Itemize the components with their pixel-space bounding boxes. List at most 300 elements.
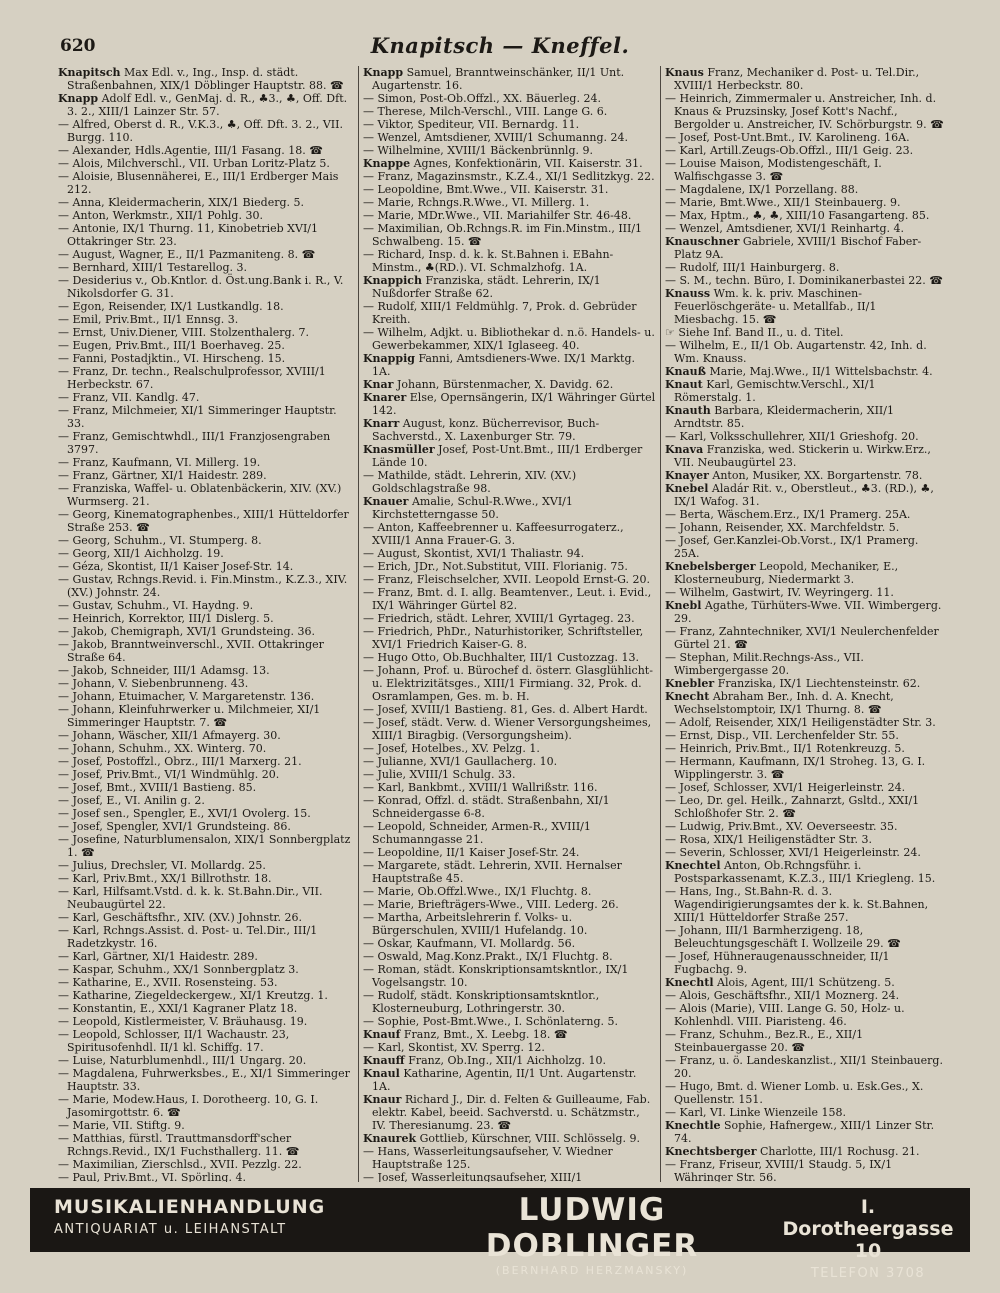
directory-entry — [363, 196, 656, 209]
entry-text: — Franz, Milchmeier, XI/1 Simmeringer Hauptstr. 33. — [58, 404, 337, 430]
entry-text: — Wenzel, Amtsdiener, XVIII/1 Schumanng. 24. — [363, 131, 629, 144]
entry-text: Katharine, Agentin, II/1 Unt. Augartenstr. 1A. — [372, 1067, 637, 1093]
directory-entry — [58, 807, 354, 820]
entry-text: Richard J., Dir. d. Felten & Guilleaume, Fab. elektr. Kabel, beeid. Sachverstd. u. Schätzmstr., IV. Theresianumg. 23. ☎ — [372, 1093, 651, 1132]
entry-text: — Johann, Kleinfuhrwerker u. Milchmeier, XI/1 Simmeringer Hauptstr. 7. ☎ — [58, 703, 321, 729]
directory-entry — [363, 157, 656, 170]
directory-entry — [58, 833, 354, 859]
directory-entry — [58, 950, 354, 963]
directory-entry — [58, 820, 354, 833]
entry-surname: Knappich — [363, 274, 422, 287]
column-3 — [660, 66, 944, 1182]
directory-entry — [363, 183, 656, 196]
directory-entry — [363, 1067, 656, 1093]
entry-text: Amalie, Schul-R.Wwe., XVI/1 Kirchstetterngasse 50. — [372, 495, 573, 521]
directory-entry — [665, 196, 944, 209]
ad-line1: MUSIKALIENHANDLUNG — [54, 1196, 326, 1218]
directory-entry — [58, 170, 354, 196]
directory-entry — [363, 612, 656, 625]
directory-entry — [665, 404, 944, 430]
directory-entry — [363, 547, 656, 560]
directory-entry — [58, 924, 354, 950]
entry-text: — Franz, Gemischtwhdl., III/1 Franzjosengraben 3797. — [58, 430, 331, 456]
entry-text: — Rosa, XIX/1 Heiligenstädter Str. 3. — [665, 833, 872, 846]
entry-text: — Josef, Hotelbes., XV. Pelzg. 1. — [363, 742, 540, 755]
directory-entry — [363, 131, 656, 144]
entry-text: — Josef, Priv.Bmt., VI/1 Windmühlg. 20. — [58, 768, 280, 781]
entry-text: — Maximilian, Zierschlsd., XVII. Pezzlg. 22. — [58, 1158, 302, 1171]
directory-entry — [363, 1015, 656, 1028]
entry-text: Anton, Musiker, XX. Borgartenstr. 78. — [708, 469, 923, 482]
entry-text: — Friedrich, PhDr., Naturhistoriker, Schriftsteller, XVI/1 Friedrich Kaiser-G. 8. — [363, 625, 644, 651]
directory-entry — [58, 781, 354, 794]
directory-entry — [58, 573, 354, 599]
directory-entry — [363, 963, 656, 989]
entry-text: — Adolf, Reisender, XIX/1 Heiligenstädter Str. 3. — [665, 716, 936, 729]
entry-text: Gabriele, XVIII/1 Bischof Faber-Platz 9A. — [674, 235, 922, 261]
entry-text: — Franz, Friseur, XVIII/1 Staudg. 5, IX/1 Währinger Str. 56. — [665, 1158, 893, 1182]
entry-text: Anton, Ob.Rchngsführ. i. Postsparkassenamt, K.Z.3., III/1 Kriegleng. 15. — [674, 859, 936, 885]
entry-text: — Emil, Priv.Bmt., II/1 Ennsg. 3. — [58, 313, 239, 326]
entry-surname: Knaul — [363, 1067, 400, 1080]
entry-text: — Gustav, Schuhm., VI. Haydng. 9. — [58, 599, 254, 612]
directory-entry — [58, 885, 354, 911]
entry-text: — Johann, V. Siebenbrunneng. 43. — [58, 677, 249, 690]
entry-text: — Ludwig, Priv.Bmt., XV. Oeverseestr. 35. — [665, 820, 898, 833]
entry-surname: Knaus — [665, 66, 704, 79]
entry-text: — Josef, Schlosser, XVI/1 Heigerleinstr. 24. — [665, 781, 906, 794]
directory-entry — [363, 573, 656, 586]
entry-text: — Jakob, Schneider, III/1 Adamsg. 13. — [58, 664, 270, 677]
directory-entry — [58, 300, 354, 313]
entry-text: Agathe, Türhüters-Wwe. VII. Wimbergerg. 29. — [674, 599, 942, 625]
entry-text: — Rudolf, städt. Konskriptionsamtskntlor., Klosterneuburg, Lothringerstr. 30. — [363, 989, 600, 1015]
directory-entry — [58, 352, 354, 365]
directory-entry — [58, 963, 354, 976]
entry-text: — Martha, Arbeitslehrerin f. Volks- u. Bürgerschulen, XVIII/1 Hufelandg. 10. — [363, 911, 588, 937]
entry-text: — Margarete, städt. Lehrerin, XVII. Hernalser Hauptstraße 45. — [363, 859, 622, 885]
directory-entry — [363, 274, 656, 300]
entry-text: — Karl, Priv.Bmt., XX/1 Billrothstr. 18. — [58, 872, 272, 885]
directory-entry — [665, 833, 944, 846]
directory-entry — [665, 339, 944, 365]
directory-entry — [58, 144, 354, 157]
entry-text: — Franz, VII. Kandlg. 47. — [58, 391, 200, 404]
running-head: Knapitsch — Kneffel. — [370, 33, 630, 58]
directory-entry — [363, 469, 656, 495]
page-number: 620 — [60, 36, 96, 56]
directory-entry — [58, 742, 354, 755]
entry-surname: Knayer — [665, 469, 709, 482]
directory-entry — [665, 1106, 944, 1119]
directory-entry — [58, 1171, 354, 1182]
directory-entry — [665, 183, 944, 196]
directory-entry — [58, 547, 354, 560]
entry-text: — Antonie, IX/1 Thurng. 11, Kinobetrieb XVI/1 Ottakringer Str. 23. — [58, 222, 318, 248]
entry-text: Franziska, städt. Lehrerin, IX/1 Nußdorfer Straße 62. — [372, 274, 601, 300]
entry-text: — Franz, u. ö. Landeskanzlist., XII/1 Steinbauerg. 20. — [665, 1054, 943, 1080]
entry-text: — Severin, Schlosser, XVI/1 Heigerleinstr. 24. — [665, 846, 921, 859]
entry-text: — Leopold, Schlosser, II/1 Wachaustr. 23, Spiritusofenhdl. II/1 kl. Schiffg. 17. — [58, 1028, 290, 1054]
entry-text: — Karl, VI. Linke Wienzeile 158. — [665, 1106, 846, 1119]
directory-entry — [363, 950, 656, 963]
directory-entry — [665, 365, 944, 378]
entry-text: — Heinrich, Korrektor, III/1 Dislerg. 5. — [58, 612, 274, 625]
entry-text: — Josef, Post-Unt.Bmt., IV. Karolineng. 16A. — [665, 131, 910, 144]
directory-entry — [363, 495, 656, 521]
entry-text: — Karl, Rchngs.Assist. d. Post- u. Tel.Dir., III/1 Radetzkystr. 16. — [58, 924, 318, 950]
directory-entry — [665, 92, 944, 131]
entry-text: — Franz, Dr. techn., Realschulprofessor, XVIII/1 Herbeckstr. 67. — [58, 365, 326, 391]
entry-text: — Johann, Etuimacher, V. Margaretenstr. 136. — [58, 690, 315, 703]
entry-text: — Paul, Priv.Bmt., VI. Spörling. 4. — [58, 1171, 246, 1182]
entry-text: Wm. k. k. priv. Maschinen-Feuerlöschgeräte- u. Metallfab., II/1 Miesbachg. 15. ☎ — [674, 287, 877, 326]
entry-text: — Hugo, Bmt. d. Wiener Lomb. u. Esk.Ges., X. Quellenstr. 151. — [665, 1080, 924, 1106]
entry-text: August, konz. Bücherrevisor, Buch-Sachverstd., X. Laxenburger Str. 79. — [372, 417, 600, 443]
entry-surname: Knar — [363, 378, 394, 391]
entry-text: — Franz, Fleischselcher, XVII. Leopold Ernst-G. 20. — [363, 573, 651, 586]
entry-text: — Oswald, Mag.Konz.Prakt., IX/1 Fluchtg. 8. — [363, 950, 613, 963]
entry-surname: Knauer — [363, 495, 409, 508]
directory-entry — [58, 469, 354, 482]
directory-entry — [58, 664, 354, 677]
directory-entry — [58, 404, 354, 430]
entry-text: — Josef, Spengler, XVI/1 Grundsteing. 86. — [58, 820, 291, 833]
directory-entry — [363, 989, 656, 1015]
entry-text: — Erich, JDr., Not.Substitut, VIII. Florianig. 75. — [363, 560, 628, 573]
entry-text: Aladár Rit. v., Oberstleut., ♣3. (RD.), ♣, IX/1 Wafog. 31. — [674, 482, 934, 508]
directory-entry — [665, 625, 944, 651]
ad-right — [776, 1196, 960, 1281]
entry-text: — Josef, Hühneraugenausschneider, II/1 Fugbachg. 9. — [665, 950, 890, 976]
entry-text: — Gustav, Rchngs.Revid. i. Fin.Minstm., K.Z.3., XIV. (XV.) Johnstr. 24. — [58, 573, 348, 599]
entry-text: — Hans, Ing., St.Bahn-R. d. 3. Wagendirigierungsamtes der k. k. St.Bahnen, XIII/1 Hütteldorfer Straße 257. — [665, 885, 929, 924]
directory-entry — [58, 911, 354, 924]
entry-text: — Alois, Milchverschl., VII. Urban Loritz-Platz 5. — [58, 157, 330, 170]
directory-entry — [665, 1119, 944, 1145]
entry-text: — Alois (Marie), VIII. Lange G. 50, Holz- u. Kohlenhdl. VIII. Piaristeng. 46. — [665, 1002, 905, 1028]
directory-entry — [665, 1028, 944, 1054]
directory-entry — [58, 326, 354, 339]
directory-entry — [665, 131, 944, 144]
directory-entry — [58, 794, 354, 807]
directory-entry — [665, 950, 944, 976]
entry-text: — Friedrich, städt. Lehrer, XVIII/1 Gyrtageg. 23. — [363, 612, 635, 625]
entry-surname: Knasmüller — [363, 443, 435, 456]
directory-entry — [665, 222, 944, 235]
entry-text: — Franziska, Waffel- u. Oblatenbäckerin, XIV. (XV.) Wurmserg. 21. — [58, 482, 342, 508]
directory-entry — [665, 287, 944, 326]
directory-entry — [58, 690, 354, 703]
entry-text: — Franz, Zahntechniker, XVI/1 Neulerchenfelder Gürtel 21. ☎ — [665, 625, 939, 651]
entry-text: — Berta, Wäschem.Erz., IX/1 Pramerg. 25A. — [665, 508, 911, 521]
directory-entry — [363, 92, 656, 105]
directory-entry — [665, 781, 944, 794]
directory-entry — [58, 534, 354, 547]
entry-text: Charlotte, III/1 Rochusg. 21. — [756, 1145, 920, 1158]
entry-text: Leopold, Mechaniker, E., Klosterneuburg, Niedermarkt 3. — [674, 560, 899, 586]
directory-entry — [665, 261, 944, 274]
directory-entry — [363, 898, 656, 911]
entry-text: — Franz, Gärtner, XI/1 Haidestr. 289. — [58, 469, 267, 482]
directory-entry — [665, 924, 944, 950]
entry-text: — Julius, Drechsler, VI. Mollardg. 25. — [58, 859, 266, 872]
entry-text: — Therese, Milch-Verschl., VIII. Lange G. 6. — [363, 105, 608, 118]
entry-surname: Knauschner — [665, 235, 740, 248]
directory-entry — [363, 391, 656, 417]
directory-entry — [665, 144, 944, 157]
directory-entry — [363, 755, 656, 768]
directory-entry — [58, 1067, 354, 1093]
directory-entry — [665, 885, 944, 924]
entry-text: — Franz, Magazinsmstr., K.Z.4., XI/1 Sedlitzkyg. 22. — [363, 170, 655, 183]
ad-company-name: LUDWIG DOBLINGER — [485, 1192, 699, 1264]
directory-entry — [363, 1041, 656, 1054]
entry-surname: Knappig — [363, 352, 415, 365]
directory-entry — [363, 859, 656, 885]
directory-entry — [58, 222, 354, 248]
entry-text: — Heinrich, Priv.Bmt., II/1 Rotenkreuzg. 5. — [665, 742, 905, 755]
directory-entry — [58, 625, 354, 638]
entry-text: — Katharine, Ziegeldeckergew., XI/1 Kreutzg. 1. — [58, 989, 328, 1002]
entry-surname: Knebler — [665, 677, 715, 690]
directory-entry — [58, 755, 354, 768]
entry-surname: Knechtsberger — [665, 1145, 757, 1158]
advertisement-banner — [30, 1188, 970, 1281]
directory-entry — [58, 599, 354, 612]
entry-text: — Johann, Prof. u. Bürochef d. österr. Glasglühlicht- u. Elektrizitätsges., XIII/1 Firmiang. 32, Prok. d. Osramlampen, Ges. m. b. H. — [363, 664, 653, 703]
directory-entry — [665, 157, 944, 183]
directory-entry — [363, 625, 656, 651]
directory-entry — [665, 729, 944, 742]
entry-text: Adolf Edl. v., GenMaj. d. R., ♣3., ♣, Off. Dft. 3. 2., XIII/1 Lainzer Str. 57. — [67, 92, 348, 118]
entry-text: — Sophie, Post-Bmt.Wwe., I. Schönlaterng. 5. — [363, 1015, 619, 1028]
entry-text: — Stephan, Milit.Rechngs-Ass., VII. Wimbergergasse 20. — [665, 651, 864, 677]
directory-entry — [363, 417, 656, 443]
entry-text: — Magdalena, Fuhrwerksbes., E., XI/1 Simmeringer Hauptstr. 33. — [58, 1067, 350, 1093]
directory-entry — [58, 1093, 354, 1119]
directory-entry — [363, 1132, 656, 1145]
directory-entry — [58, 508, 354, 534]
entry-text: — Johann, Schuhm., XX. Winterg. 70. — [58, 742, 267, 755]
directory-entry — [58, 677, 354, 690]
entry-text: — Marie, Ob.Offzl.Wwe., IX/1 Fluchtg. 8. — [363, 885, 592, 898]
entry-text: — Louise Maison, Modistengeschäft, I. Walfischgasse 3. ☎ — [665, 157, 882, 183]
directory-entry — [665, 690, 944, 716]
entry-text: — Leo, Dr. gel. Heilk., Zahnarzt, Gsltd., XXI/1 Schloßhofer Str. 2. ☎ — [665, 794, 920, 820]
entry-text: — Kaspar, Schuhm., XX/1 Sonnbergplatz 3. — [58, 963, 299, 976]
entry-text: Franz, Ob.Ing., XII/1 Aichholzg. 10. — [404, 1054, 607, 1067]
directory-entry — [363, 716, 656, 742]
directory-entry — [58, 248, 354, 261]
entry-text: — Anton, Werkmstr., XII/1 Pohlg. 30. — [58, 209, 263, 222]
entry-text: — Wilhelm, E., II/1 Ob. Augartenstr. 42, Inh. d. Wm. Knauss. — [665, 339, 927, 365]
directory-entry — [363, 300, 656, 326]
directory-entry — [665, 989, 944, 1002]
entry-text: — Wilhelm, Gastwirt, IV. Weyringerg. 11. — [665, 586, 894, 599]
entry-text: — Franz, Schuhm., Bez.R., E., XII/1 Steinbauergasse 20. ☎ — [665, 1028, 864, 1054]
directory-entry — [58, 638, 354, 664]
directory-entry — [363, 443, 656, 469]
entry-text: — Ernst, Disp., VII. Lerchenfelder Str. 55. — [665, 729, 899, 742]
entry-text: — Max, Hptm., ♣, ♣, XIII/10 Fasangarteng. 85. — [665, 209, 930, 222]
entry-text: Gottlieb, Kürschner, VIII. Schlösselg. 9. — [416, 1132, 641, 1145]
directory-entry — [363, 521, 656, 547]
directory-entry — [363, 209, 656, 222]
directory-entry — [363, 1171, 656, 1182]
directory-entry — [58, 157, 354, 170]
entry-text: — Hermann, Kaufmann, IX/1 Stroheg. 13, G. I. Wipplingerstr. 3. ☎ — [665, 755, 926, 781]
directory-entry — [58, 430, 354, 456]
entry-text: — Mathilde, städt. Lehrerin, XIV. (XV.) Goldschlagstraße 98. — [363, 469, 577, 495]
entry-text: — Josef, Bmt., XVIII/1 Bastieng. 85. — [58, 781, 257, 794]
directory-entry — [363, 144, 656, 157]
directory-entry — [665, 508, 944, 521]
entry-text: — Josef, E., VI. Anilin g. 2. — [58, 794, 205, 807]
entry-text: — Fanni, Postadjktin., VI. Hirscheng. 15. — [58, 352, 286, 365]
entry-text: — Josefine, Naturblumensalon, XIX/1 Sonnbergplatz 1. ☎ — [58, 833, 351, 859]
entry-surname: Knechtle — [665, 1119, 721, 1132]
entry-surname: Knapp — [58, 92, 99, 105]
directory-entry — [363, 248, 656, 274]
entry-text: — Josef sen., Spengler, E., XVI/1 Ovolerg. 15. — [58, 807, 311, 820]
ad-middle — [417, 1192, 767, 1277]
entry-surname: Knapitsch — [58, 66, 121, 79]
entry-text: Alois, Agent, III/1 Schützeng. 5. — [713, 976, 895, 989]
entry-text: — Luise, Naturblumenhdl., III/1 Ungarg. 20. — [58, 1054, 307, 1067]
entry-text: — Eugen, Priv.Bmt., III/1 Boerhaveg. 25. — [58, 339, 285, 352]
entry-text: — Viktor, Spediteur, VII. Bernardg. 11. — [363, 118, 580, 131]
entry-text: — Karl, Volksschullehrer, XII/1 Grieshofg. 20. — [665, 430, 919, 443]
directory-entry — [665, 209, 944, 222]
directory-entry — [58, 1158, 354, 1171]
directory-entry — [665, 443, 944, 469]
entry-text: — August, Wagner, E., II/1 Pazmaniteng. 8. ☎ — [58, 248, 316, 261]
directory-entry — [665, 326, 944, 339]
directory-entry — [363, 586, 656, 612]
directory-entry — [58, 209, 354, 222]
entry-text: — Karl, Geschäftsfhr., XIV. (XV.) Johnstr. 26. — [58, 911, 303, 924]
entry-text: — Josef, städt. Verw. d. Wiener Versorgungsheimes, XIII/1 Biragbig. (Versorgungsheim). — [363, 716, 652, 742]
directory-entry — [665, 235, 944, 261]
entry-surname: Knauth — [665, 404, 711, 417]
entry-text: Johann, Bürstenmacher, X. Davidg. 62. — [393, 378, 614, 391]
entry-text: — Karl, Bankbmt., XVIII/1 Wallrißstr. 116. — [363, 781, 598, 794]
entry-text: — Magdalene, IX/1 Porzellang. 88. — [665, 183, 859, 196]
entry-text: Marie, Maj.Wwe., II/1 Wittelsbachstr. 4. — [706, 365, 933, 378]
entry-text: — Wenzel, Amtsdiener, XVI/1 Reinhartg. 4. — [665, 222, 905, 235]
directory-entry — [665, 482, 944, 508]
entry-text: Franziska, wed. Stickerin u. Wirkw.Erz., VII. Neubaugürtel 23. — [674, 443, 931, 469]
entry-text: — Karl, Skontist, XV. Sperrg. 12. — [363, 1041, 545, 1054]
directory-entry — [665, 651, 944, 677]
entry-text: ☞ Siehe Inf. Band II., u. d. Titel. — [665, 326, 844, 339]
entry-text: — Rudolf, XIII/1 Feldmühlg. 7, Prok. d. Gebrüder Kreith. — [363, 300, 637, 326]
directory-entry — [665, 66, 944, 92]
entry-text: — Richard, Insp. d. k. k. St.Bahnen i. EBahn-Minstm., ♣(RD.). VI. Schmalzhofg. 1A. — [363, 248, 614, 274]
directory-entry — [58, 703, 354, 729]
entry-text: — Leopold, Schneider, Armen-R., XVIII/1 Schumanngasse 21. — [363, 820, 591, 846]
directory-entry — [665, 1054, 944, 1080]
entry-surname: Knecht — [665, 690, 710, 703]
entry-surname: Knauß — [665, 365, 707, 378]
directory-entry — [58, 560, 354, 573]
directory-entry — [363, 1054, 656, 1067]
entry-text: — Alexander, Hdls.Agentie, III/1 Fasang. 18. ☎ — [58, 144, 323, 157]
entry-text: Franziska, IX/1 Liechtensteinstr. 62. — [714, 677, 921, 690]
directory-entry — [58, 92, 354, 118]
directory-entry — [665, 1080, 944, 1106]
directory-entry — [363, 326, 656, 352]
entry-text: Barbara, Kleidermacherin, XII/1 Arndtstr. 85. — [674, 404, 894, 430]
entry-text: — Jakob, Branntweinverschl., XVII. Ottakringer Straße 64. — [58, 638, 324, 664]
directory-entry — [363, 664, 656, 703]
directory-entry — [58, 66, 354, 92]
directory-entry — [363, 1145, 656, 1171]
directory-entry — [665, 742, 944, 755]
directory-entry — [363, 768, 656, 781]
entry-surname: Knauf — [363, 1028, 401, 1041]
entry-text: — Marie, MDr.Wwe., VII. Mariahilfer Str. 46-48. — [363, 209, 632, 222]
entry-text: — Roman, städt. Konskriptionsamtskntlor., IX/1 Vogelsangstr. 10. — [363, 963, 629, 989]
entry-text: — Karl, Artill.Zeugs-Ob.Offzl., III/1 Geig. 23. — [665, 144, 914, 157]
entry-text: Karl, Gemischtw.Verschl., XI/1 Römerstalg. 1. — [674, 378, 876, 404]
directory-entry — [363, 794, 656, 820]
directory-entry — [363, 781, 656, 794]
directory-entry — [363, 820, 656, 846]
directory-entry — [58, 391, 354, 404]
entry-text: — Leopold, Kistlermeister, V. Bräuhausg. 19. — [58, 1015, 308, 1028]
entry-text: — Josef, Wasserleitungsaufseher, XIII/1 — [363, 1171, 583, 1182]
directory-entry — [363, 846, 656, 859]
ad-telephone: TELEFON 3708 — [810, 1266, 926, 1281]
column-1 — [58, 66, 354, 1182]
directory-entry — [58, 456, 354, 469]
entry-text: — Desiderius v., Ob.Kntlor. d. Öst.ung.Bank i. R., V. Nikolsdorfer G. 31. — [58, 274, 344, 300]
entry-text: — Egon, Reisender, IX/1 Lustkandlg. 18. — [58, 300, 284, 313]
entry-text: — Konstantin, E., XXI/1 Kagraner Platz 18. — [58, 1002, 298, 1015]
ad-line2: ANTIQUARIAT u. LEIHANSTALT — [54, 1222, 287, 1237]
entry-text: — Wilhelm, Adjkt. u. Bibliothekar d. n.ö. Handels- u. Gewerbekammer, XIX/1 Iglaseeg. 40. — [363, 326, 655, 352]
entry-text: — Karl, Hilfsamt.Vstd. d. k. k. St.Bahn.Dir., VII. Neubaugürtel 22. — [58, 885, 323, 911]
directory-entry — [363, 1028, 656, 1041]
directory-entry — [58, 612, 354, 625]
entry-text: — Franz, Kaufmann, VI. Millerg. 19. — [58, 456, 261, 469]
directory-entry — [665, 755, 944, 781]
entry-text: — Johann, Wäscher, XII/1 Afmayerg. 30. — [58, 729, 281, 742]
entry-surname: Knava — [665, 443, 704, 456]
directory-entry — [363, 352, 656, 378]
directory-entry — [58, 196, 354, 209]
directory-entry — [58, 859, 354, 872]
directory-entry — [58, 989, 354, 1002]
entry-text: — Matthias, fürstl. Trauttmansdorff'scher Rchngs.Revid., IX/1 Fuchsthallerg. 11. ☎ — [58, 1132, 300, 1158]
directory-entry — [665, 599, 944, 625]
directory-entry — [665, 976, 944, 989]
entry-surname: Knauss — [665, 287, 711, 300]
entry-surname: Knarr — [363, 417, 400, 430]
directory-entry — [58, 1015, 354, 1028]
entry-text: — Géza, Skontist, II/1 Kaiser Josef-Str. 14. — [58, 560, 294, 573]
entry-surname: Knapp — [363, 66, 404, 79]
entry-text: — Simon, Post-Ob.Offzl., XX. Bäuerleg. 24. — [363, 92, 601, 105]
directory-entry — [665, 677, 944, 690]
directory-columns — [58, 66, 944, 1182]
entry-text: — Hans, Wasserleitungsaufseher, V. Wiedner Hauptstraße 125. — [363, 1145, 613, 1171]
entry-text: — Marie, VII. Stiftg. 9. — [58, 1119, 185, 1132]
directory-entry — [665, 586, 944, 599]
entry-text: Franz, Bmt., X. Leebg. 18. ☎ — [400, 1028, 568, 1041]
